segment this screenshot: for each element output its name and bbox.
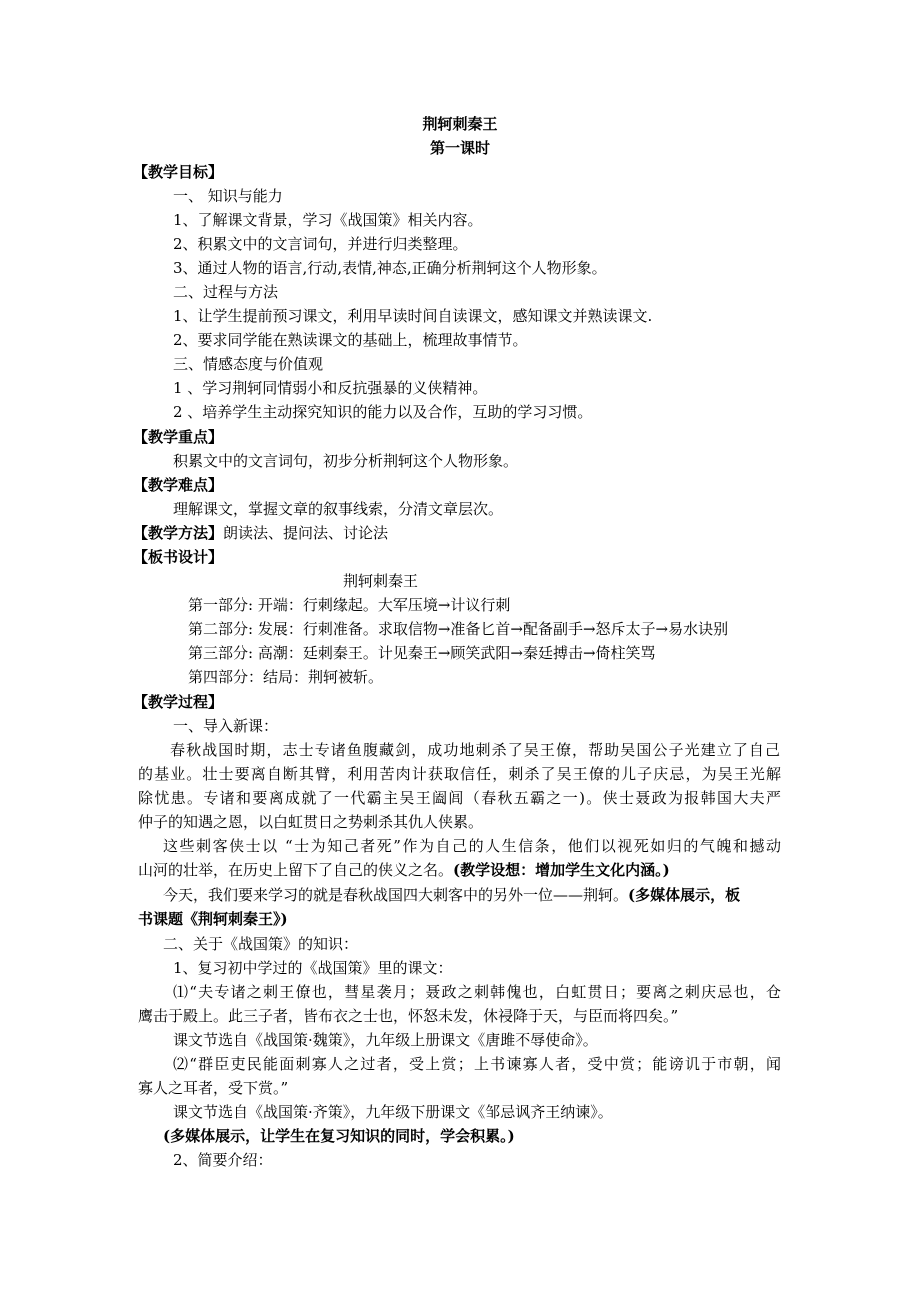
goals-section-2: 二、过程与方法 xyxy=(173,283,279,301)
paragraph-text: 山河的壮举，在历史上留下了自己的侠义之名。 xyxy=(138,861,454,879)
board-heading: 【板书设计】 xyxy=(133,548,224,566)
board-part: 第三部分: 高潮：廷刺秦王。计见秦王→顾笑武阳→秦廷搏击→倚柱笑骂 xyxy=(188,644,656,662)
teaching-note: 书课题《荆轲刺秦王》) xyxy=(138,910,288,928)
quote-line: 鹰击于殿上。此三子者，皆布衣之士也，怀怒未发，休祲降于天，与臣而将四矣。” xyxy=(138,1007,679,1025)
teaching-note: (多媒体展示，板 xyxy=(628,886,741,904)
process-subsection: 2、简要介绍： xyxy=(173,1151,273,1169)
doc-title: 荆轲刺秦王 xyxy=(422,115,498,133)
board-part: 第二部分: 发展：行刺准备。求取信物→准备匕首→配备副手→怒斥太子→易水诀别 xyxy=(188,620,729,638)
paragraph-line: 春秋战国时期，志士专诸鱼腹藏剑，成功地刺杀了吴王僚，帮助吴国公子光建立了自己 xyxy=(170,741,780,759)
board-part: 第四部分：结局：荆轲被斩。 xyxy=(188,668,384,686)
process-section-1: 一、导入新课： xyxy=(173,717,279,735)
board-title: 荆轲刺秦王 xyxy=(343,572,419,590)
method-heading: 【教学方法】 xyxy=(133,524,224,542)
quote-source: 课文节选自《战国策·魏策》，九年级上册课文《唐雎不辱使命》。 xyxy=(173,1031,598,1049)
process-heading: 【教学过程】 xyxy=(133,693,224,711)
goals-item: 1 、学习荆轲同情弱小和反抗强暴的义侠精神。 xyxy=(173,379,488,397)
method-row xyxy=(133,523,388,543)
goals-section-1: 一、 知识与能力 xyxy=(173,187,283,205)
doc-subtitle: 第一课时 xyxy=(429,139,490,157)
quote-line: 寡人之耳者，受下赏。” xyxy=(138,1079,289,1097)
process-subsection: 1、复习初中学过的《战国策》里的课文： xyxy=(173,959,453,977)
key-text: 积累文中的文言词句，初步分析荆轲这个人物形象。 xyxy=(173,452,519,470)
goals-heading: 【教学目标】 xyxy=(133,163,224,181)
teaching-note: (教学设想：增加学生文化内涵。) xyxy=(453,861,670,879)
quote-line: ⑴“夫专诸之刺王僚也，彗星袭月；聂政之刺韩傀也，白虹贯日；要离之刺庆忌也，仓 xyxy=(173,983,781,1001)
process-section-2: 二、关于《战国策》的知识： xyxy=(163,935,359,953)
goals-item: 2、积累文中的文言词句，并进行归类整理。 xyxy=(173,235,468,253)
quote-source: 课文节选自《战国策·齐策》，九年级下册课文《邹忌讽齐王纳谏》。 xyxy=(173,1103,613,1121)
board-part: 第一部分: 开端：行刺缘起。大军压境→计议行刺 xyxy=(188,596,511,614)
goals-item: 1、了解课文背景，学习《战国策》相关内容。 xyxy=(173,211,483,229)
goals-item: 1、让学生提前预习课文，利用早读时间自读课文，感知课文并熟读课文. xyxy=(173,307,653,325)
paragraph-line: 除忧患。专诸和要离成就了一代霸主吴王阖闾（春秋五霸之一)。侠士聂政为报韩国大夫严 xyxy=(138,789,781,807)
paragraph-line xyxy=(163,885,740,905)
goals-item: 2 、培养学生主动探究知识的能力以及合作，互助的学习习惯。 xyxy=(173,403,593,421)
goals-section-3: 三、情感态度与价值观 xyxy=(173,355,324,373)
paragraph-text: 今天，我们要来学习的就是春秋战国四大刺客中的另外一位——荆轲。 xyxy=(163,886,629,904)
goals-item: 3、通过人物的语言,行动,表情,神态,正确分析荆轲这个人物形象。 xyxy=(173,259,607,277)
difficulty-heading: 【教学难点】 xyxy=(133,476,224,494)
goals-item: 2、要求同学能在熟读课文的基础上，梳理故事情节。 xyxy=(173,331,528,349)
paragraph-line: 这些刺客侠士以 “士为知己者死”作为自己的人生信条，他们以视死如归的气魄和撼动 xyxy=(163,837,781,855)
teaching-note: (多媒体展示，让学生在复习知识的同时，学会积累。) xyxy=(163,1127,515,1145)
difficulty-text: 理解课文，掌握文章的叙事线索，分清文章层次。 xyxy=(173,500,504,518)
paragraph-line: 仲子的知遇之恩，以白虹贯日之势刺杀其仇人侠累。 xyxy=(138,813,484,831)
paragraph-line xyxy=(138,860,670,880)
paragraph-line: 的基业。壮士要离自断其臂，利用苦肉计获取信任，刺杀了吴王僚的儿子庆忌，为吴王光解 xyxy=(138,765,781,783)
key-heading: 【教学重点】 xyxy=(133,428,224,446)
quote-line: ⑵“群臣吏民能面刺寡人之过者，受上赏；上书谏寡人者，受中赏；能谤讥于市朝，闻 xyxy=(173,1055,781,1073)
method-text: 朗读法、提问法、讨论法 xyxy=(223,524,389,542)
